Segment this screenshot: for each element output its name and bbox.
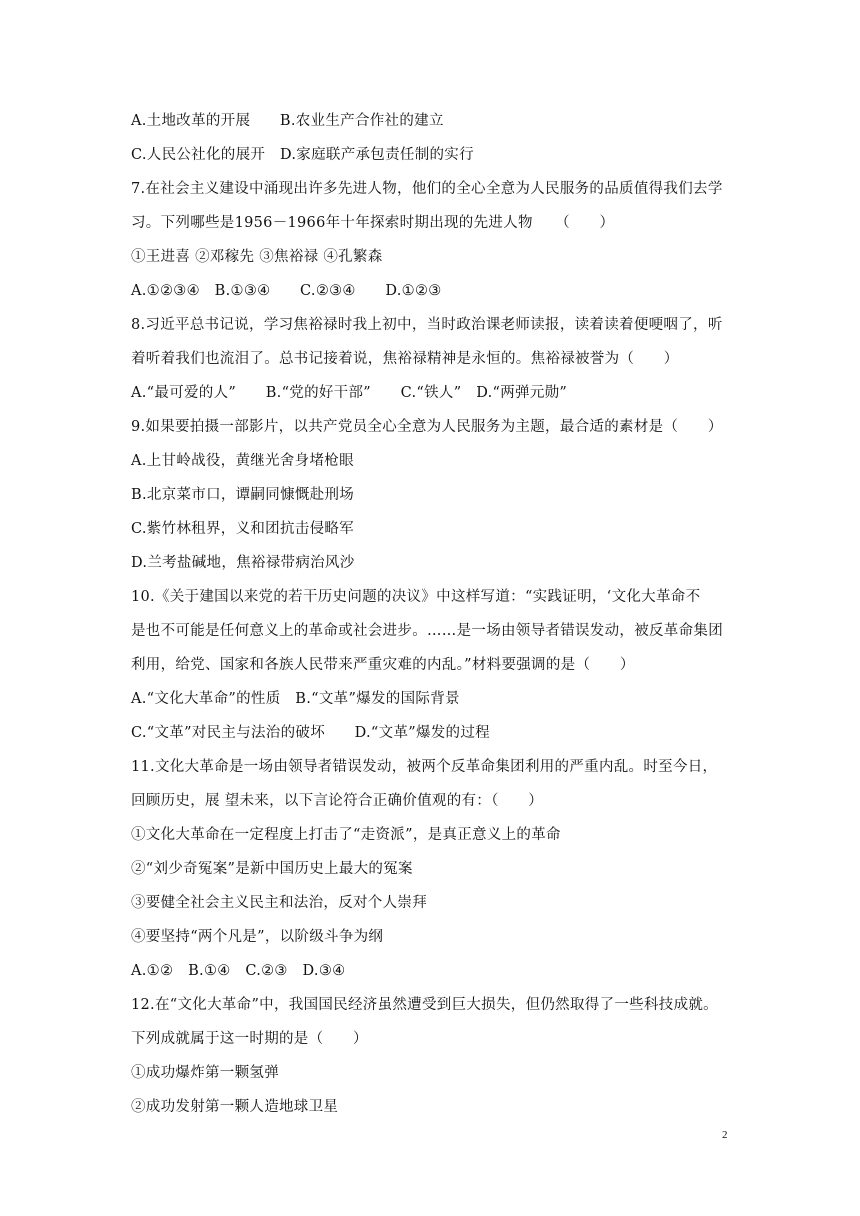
question-12-text: 下列成就属于这一时期的是（ ） [131,1031,368,1047]
question-12-item-1: ①成功爆炸第一颗氢弹 [131,1065,279,1081]
question-7-text: 7.在社会主义建设中涌现出许多先进人物，他们的全心全意为人民服务的品质值得我们去学 [131,181,723,197]
question-11-options: A.①② B.①④ C.②③ D.③④ [131,963,346,979]
question-10-text: 利用，给党、国家和各族人民带来严重灾难的内乱。”材料要强调的是（ ） [131,657,635,673]
question-9-option-b: B.北京菜市口，谭嗣同慷慨赴刑场 [131,487,355,503]
question-8-text: 8.习近平总书记说，学习焦裕禄时我上初中，当时政治课老师读报，读着读着便哽咽了，听 [131,317,723,333]
question-10-text: 是也不可能是任何意义上的革命或社会进步。……是一场由领导者错误发动，被反革命集团 [131,623,723,639]
question-7-items: ①王进喜 ②邓稼先 ③焦裕禄 ④孔繁森 [131,249,383,265]
question-11-item-4: ④要坚持“两个凡是”，以阶级斗争为纲 [131,929,384,945]
option-line: C.人民公社化的展开 D.家庭联产承包责任制的实行 [131,147,474,163]
question-12-text: 12.在“文化大革命”中，我国国民经济虽然遭受到巨大损失，但仍然取得了一些科技成就。 [131,997,718,1013]
question-9-option-c: C.紫竹林租界，义和团抗击侵略军 [131,521,354,537]
question-9-option-a: A.上甘岭战役，黄继光舍身堵枪眼 [131,453,354,469]
question-8-text: 着听着我们也流泪了。总书记接着说，焦裕禄精神是永恒的。焦裕禄被誉为（ ） [131,351,679,367]
question-11-item-1: ①文化大革命在一定程度上打击了“走资派”，是真正意义上的革命 [131,827,561,843]
question-9-option-d: D.兰考盐碱地，焦裕禄带病治风沙 [131,555,355,571]
question-7-text: 习。下列哪些是1956－1966年十年探索时期出现的先进人物 （ ） [131,215,615,231]
option-line: A.土地改革的开展 B.农业生产合作社的建立 [131,113,444,129]
question-12-item-2: ②成功发射第一颗人造地球卫星 [131,1099,339,1115]
question-9-text: 9.如果要拍摄一部影片，以共产党员全心全意为人民服务为主题，最合适的素材是（ ） [131,419,723,435]
question-11-item-3: ③要健全社会主义民主和法治，反对个人崇拜 [131,895,427,911]
question-11-text: 11.文化大革命是一场由领导者错误发动，被两个反革命集团利用的严重内乱。时至今日， [131,759,718,775]
question-11-text: 回顾历史，展 望未来，以下言论符合正确价值观的有：（ ） [131,793,544,809]
question-8-options: A.“最可爱的人” B.“党的好干部” C.“铁人” D.“两弹元勋” [131,385,568,401]
question-7-options: A.①②③④ B.①③④ C.②③④ D.①②③ [131,283,442,299]
question-10-text: 10.《关于建国以来党的若干历史问题的决议》中这样写道：“实践证明，‘文化大革命不 [131,589,701,605]
question-11-item-2: ②“刘少奇冤案”是新中国历史上最大的冤案 [131,861,413,877]
question-10-options: A.“文化大革命”的性质 B.“文革”爆发的国际背景 [131,691,460,707]
question-10-options: C.“文革”对民主与法治的破坏 D.“文革”爆发的过程 [131,725,490,741]
page-number: 2 [722,1129,728,1141]
